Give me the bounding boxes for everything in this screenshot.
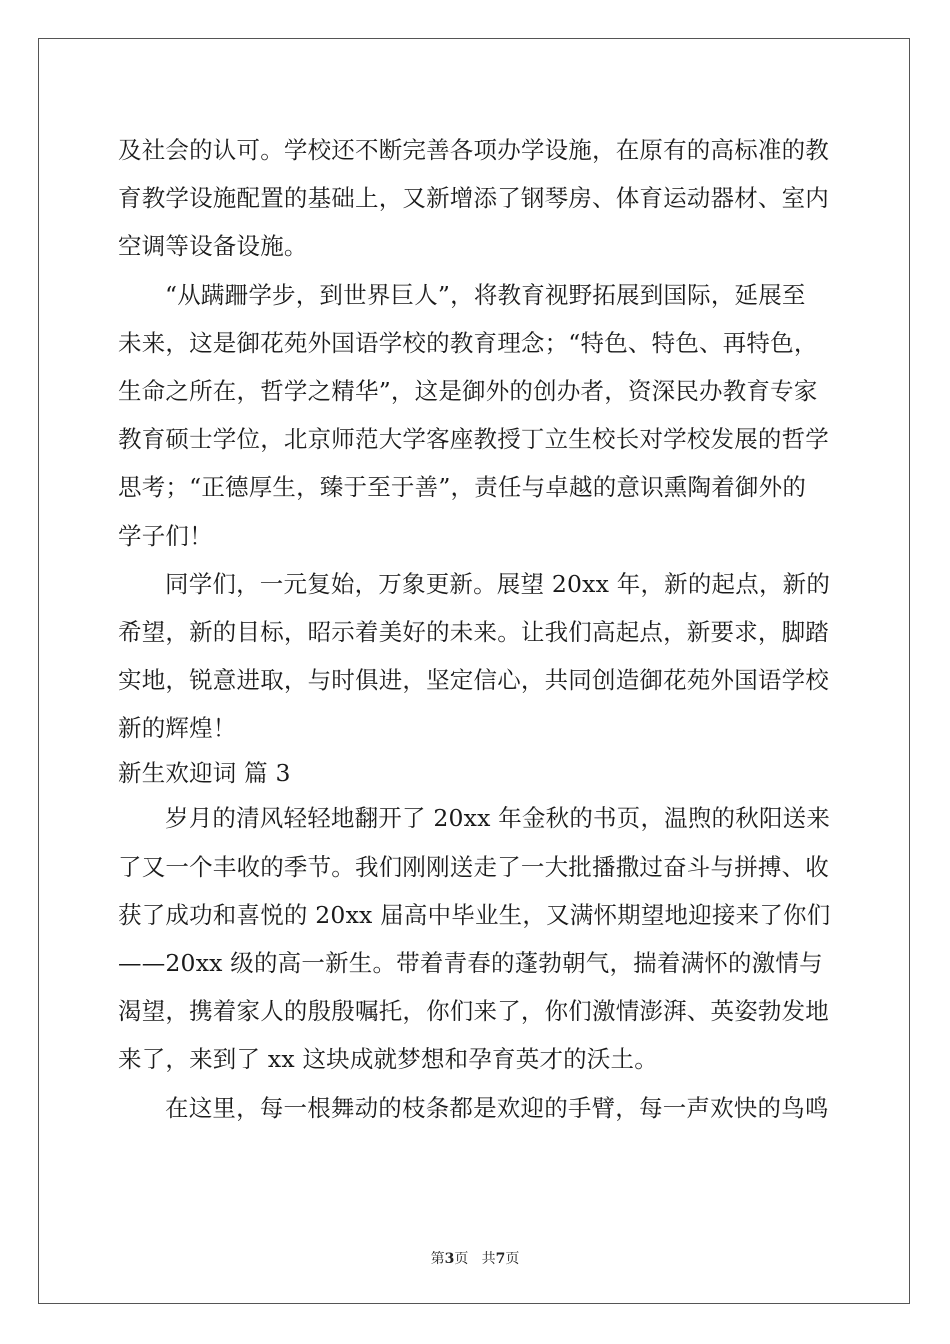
text-line: 及社会的认可。学校还不断完善各项办学设施，在原有的高标准的教 [118,136,829,164]
page-footer [0,1248,950,1268]
text-line: ——20xx 级的高一新生。带着青春的蓬勃朝气，揣着满怀的激情与 [118,949,823,977]
document-body [118,126,834,1132]
text-line: 教育硕士学位，北京师范大学客座教授丁立生校长对学校发展的哲学 [118,425,829,454]
page-number-suffix: 页 [454,1251,469,1267]
text-line: 渴望，携着家人的殷殷嘱托，你们来了，你们激情澎湃、英姿勃发地 [118,997,829,1026]
page-number-total: 7 [495,1251,506,1267]
text-line: 空调等设备设施。 [118,232,308,261]
section-heading: 新生欢迎词 篇 3 [118,759,291,788]
text-line: 获了成功和喜悦的 20xx 届高中毕业生，又满怀期望地迎接来了你们 [118,900,831,929]
page-number-prefix: 第 [430,1251,445,1267]
text-line: 同学们，一元复始，万象更新。展望 20xx 年，新的起点，新的 [165,569,831,598]
text-line: 育教学设施配置的基础上，又新增添了钢琴房、体育运动器材、室内 [118,184,829,213]
text-line: 岁月的清风轻轻地翻开了 20xx 年金秋的书页，温煦的秋阳送来 [165,804,831,833]
text-line: 思考；“正德厚生，臻于至于善”，责任与卓越的意识熏陶着御外的 [118,473,807,502]
text-line: “从蹒跚学步，到世界巨人”，将教育视野拓展到国际，延展至 [165,280,806,309]
text-line: 新的辉煌！ [118,714,237,743]
text-line: 了又一个丰收的季节。我们刚刚送走了一大批播撒过奋斗与拼搏、收 [118,852,829,881]
page-number-current: 3 [444,1251,455,1267]
text-line: 实地，锐意进取，与时俱进，坚定信心，共同创造御花苑外国语学校 [118,666,829,695]
text-line: 未来，这是御花苑外国语学校的教育理念；“特色、特色、再特色， [118,328,818,357]
text-line: 生命之所在，哲学之精华”，这是御外的创办者，资深民办教育专家 [118,376,818,405]
text-line: 来了，来到了 xx 这块成就梦想和孕育英才的沃土。 [118,1045,658,1074]
page-total-prefix: 共 [481,1251,496,1267]
text-line: 学子们！ [118,521,213,550]
text-line: 在这里，每一根舞动的枝条都是欢迎的手臂，每一声欢快的鸟鸣 [165,1093,829,1122]
text-line: 希望，新的目标，昭示着美好的未来。让我们高起点，新要求，脚踏 [118,617,829,646]
page-total-suffix: 页 [505,1251,520,1267]
